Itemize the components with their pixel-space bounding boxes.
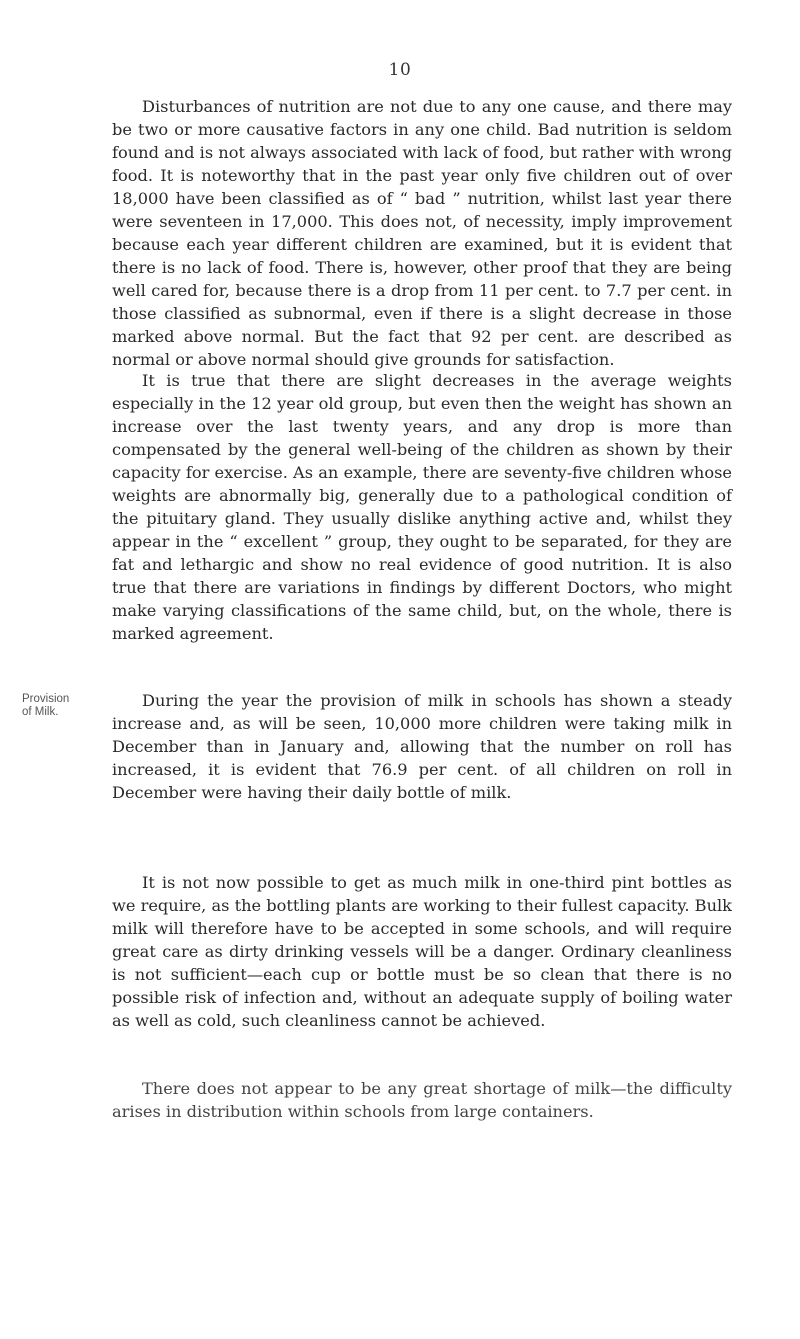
paragraph-text: During the year the provision of milk in schools has shown a steady increase and, as will be seen, 10,000 more children were taking milk in December than in January and, allowing that the number on roll has increased, it is evident that 76.9 per cent. of all children on roll in December were having their daily bottle of milk. [112, 691, 732, 802]
margin-note-provision-of-milk: Provision of Milk. [22, 693, 70, 718]
paragraph-text: It is not now possible to get as much milk in one-third pint bottles as we require, as the bottling plants are working to their fullest capacity. Bulk milk will therefore have to be accepted in some schools, and will require great care as dirty drinking vessels will be a danger. Ordinary cleanliness is not sufficient—each cup or bottle must be so clean that there is no possible risk of infection and, without an adequate supply of boiling water as well as cold, such cleanliness cannot be achieved. [112, 873, 732, 1030]
paragraph-average-weights [112, 369, 732, 645]
paragraph-text: Disturbances of nutrition are not due to any one cause, and there may be two or more causative factors in any one child. Bad nutrition is seldom found and is not always associated with lack of food, but rather with wrong food. It is noteworthy that in the past year only five children out of over 18,000 have been classified as of “ bad ” nutrition, whilst last year there were seventeen in 17,000. This does not, of necessity, imply improvement because each year different children are examined, but it is evident that there is no lack of food. There is, however, other proof that they are being well cared for, because there is a drop from 11 per cent. to 7.7 per cent. in those classified as subnormal, even if there is a slight decrease in those marked above normal. But the fact that 92 per cent. are described as normal or above normal should give grounds for satisfaction. [112, 97, 732, 369]
paragraph-nutrition-causes [112, 95, 732, 371]
paragraph-milk-bottles [112, 871, 732, 1032]
paragraph-milk-shortage [112, 1077, 732, 1123]
page-number: 10 [388, 60, 412, 80]
paragraph-milk-provision [112, 689, 732, 804]
paragraph-text: It is true that there are slight decreases in the average weights especially in the 12 year old group, but even then the weight has shown an increase over the last twenty years, and any drop is more than compensated by the general well-being of the children as shown by their capacity for exercise. As an example, there are seventy-five children whose weights are abnormally big, generally due to a pathological condition of the pituitary gland. They usually dislike anything active and, whilst they appear in the “ excellent ” group, they ought to be separated, for they are fat and lethargic and show no real evidence of good nutrition. It is also true that there are variations in findings by different Doctors, who might make varying classifications of the same child, but, on the whole, there is marked agreement. [112, 371, 732, 643]
paragraph-text: There does not appear to be any great shortage of milk—the difficulty arises in distribution within schools from large containers. [112, 1079, 732, 1121]
